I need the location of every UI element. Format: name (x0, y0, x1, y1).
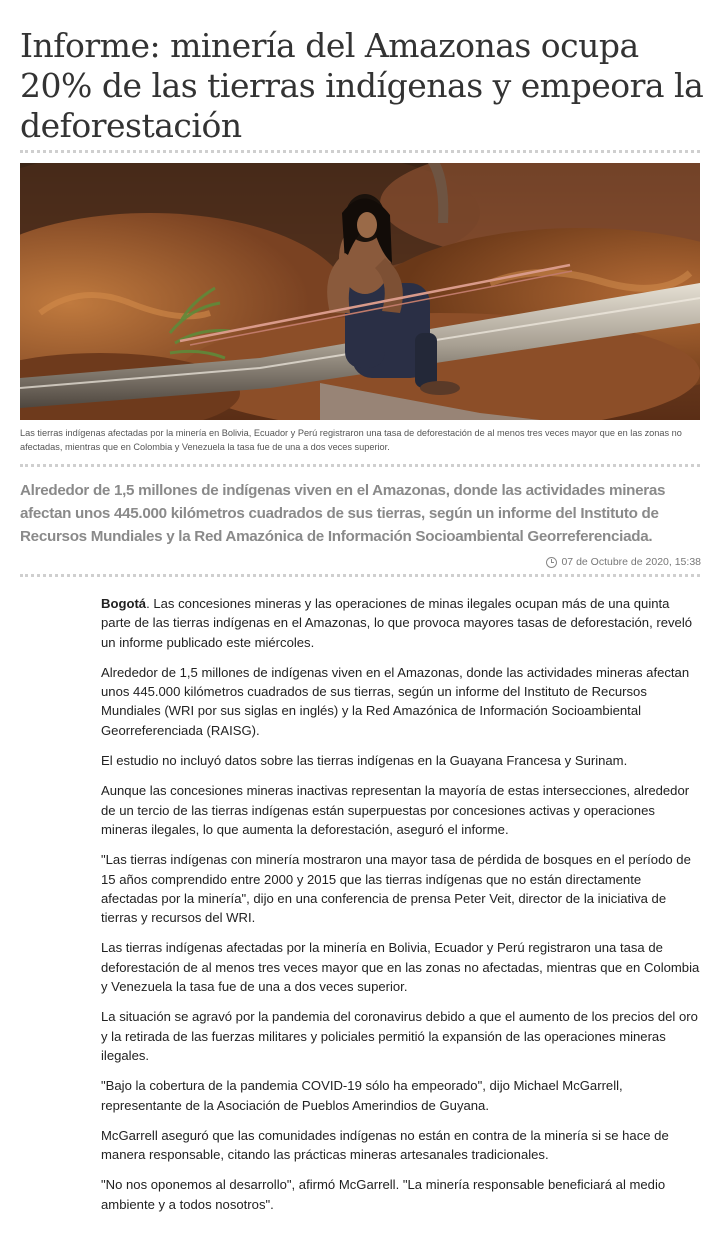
article-headline: Informe: minería del Amazonas ocupa 20% de las tierras indígenas y empeora la deforestación (20, 26, 704, 145)
article-lead: Alrededor de 1,5 millones de indígenas viven en el Amazonas, donde las actividades mineras afectan unos 445.000 kilómetros cuadrados de sus tierras, según un informe del Instituto de Recursos Mundiales y la Red Amazónica de Información Socioambiental Georreferenciada. (20, 482, 666, 545)
paragraph-2: Alrededor de 1,5 millones de indígenas viven en el Amazonas, donde las actividades mineras afectan unos 445.000 kilómetros cuadrados de sus tierras, según un informe del Instituto de Recursos Mundiales (WRI por sus siglas en inglés) y la Red Amazónica de Información Socioambiental Georreferenciada (RAISG). (101, 664, 690, 738)
paragraph-4: Aunque las concesiones mineras inactivas representan la mayoría de estas intersecciones, alrededor de un tercio de las tierras indígenas están superpuestas por concesiones activas y operaciones mineras ilegales, lo que aumenta la deforestación, aseguró el informe. (101, 783, 690, 837)
headline-divider (20, 150, 700, 153)
hero-photo (20, 163, 700, 420)
paragraph-9: McGarrell aseguró que las comunidades indígenas no están en contra de la minería si se hace de manera responsable, citando las prácticas mineras artesanales tradicionales. (101, 1127, 669, 1163)
dateline-city: Bogotá (101, 596, 147, 611)
paragraph-8: "Bajo la cobertura de la pandemia COVID-19 sólo ha empeorado", dijo Michael McGarrell, representante de la Asociación de Pueblos Amerindios de Guyana. (101, 1078, 623, 1113)
paragraph-1 (101, 594, 701, 652)
paragraph-1-text: . Las concesiones mineras y las operaciones de minas ilegales ocupan más de una quinta parte de las tierras indígenas en el Amazonas, lo que provoca mayores tasas de deforestación, reveló un informe publicado este miércoles. (101, 596, 693, 650)
lead-divider (20, 574, 700, 577)
paragraph-5: "Las tierras indígenas con minería mostraron una mayor tasa de pérdida de bosques en el período de 15 años comprendido entre 2000 y 2015 que las tierras indígenas que no están directamente afectadas por la minería", dijo en una conferencia de prensa Peter Veit, director de la iniciativa de tierras y recursos del WRI. (101, 852, 691, 926)
article-body (101, 594, 701, 1225)
photo-caption: Las tierras indígenas afectadas por la minería en Bolivia, Ecuador y Perú registraron una tasa de deforestación de al menos tres veces mayor que en las zonas no afectadas, mientras que en Colombia y Venezuela la tasa fue de una a dos veces superior. (20, 428, 682, 452)
publish-date (546, 556, 701, 568)
clock-icon (546, 557, 557, 568)
paragraph-10: "No nos oponemos al desarrollo", afirmó McGarrell. "La minería responsable beneficiará al medio ambiente y a todos nosotros". (101, 1177, 666, 1212)
paragraph-6: Las tierras indígenas afectadas por la minería en Bolivia, Ecuador y Perú registraron una tasa de deforestación de al menos tres veces mayor que en las zonas no afectadas, mientras que en Colombia y Venezuela la tasa fue de una a dos veces superior. (101, 940, 700, 995)
caption-divider (20, 464, 700, 467)
paragraph-7: La situación se agravó por la pandemia del coronavirus debido a que el aumento de los precios del oro y la retirada de las fuerzas militares y policiales permitió la expansión de las operaciones mineras ilegales. (101, 1009, 698, 1063)
publish-date-text: 07 de Octubre de 2020, 15:38 (561, 556, 701, 568)
paragraph-3: El estudio no incluyó datos sobre las tierras indígenas en la Guayana Francesa y Surinam. (101, 753, 628, 769)
